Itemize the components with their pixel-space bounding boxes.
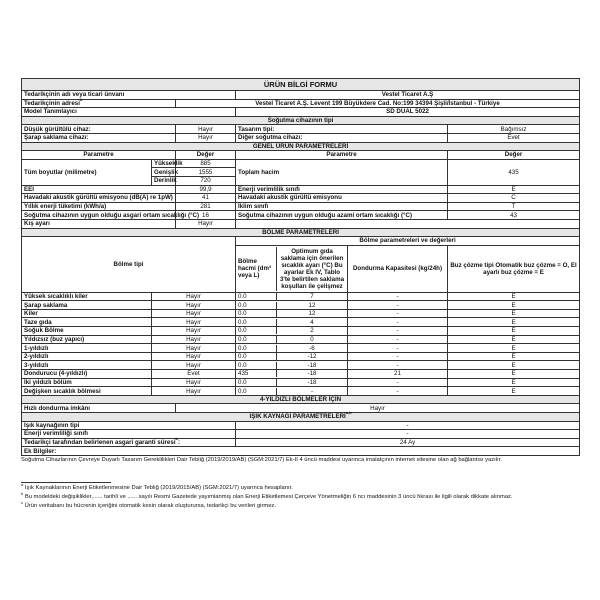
compartment-present: Hayır xyxy=(152,344,236,353)
other-appliance-label: Diğer soğutma cihazı: xyxy=(236,133,448,142)
annual-energy-value: 281 xyxy=(176,202,236,211)
table-row xyxy=(22,378,580,387)
compartment-volume: 0.0 xyxy=(236,379,277,386)
compartment-volume: 0.0 xyxy=(236,353,277,360)
compartment-present: Hayır xyxy=(152,301,236,310)
four-star-header: 4-YILDIZLI BÖLMELER İÇİN xyxy=(22,395,580,404)
compartment-freeze: - xyxy=(348,335,448,344)
height-label: Yükseklik xyxy=(152,159,176,168)
compartment-vol-temp-cell xyxy=(236,361,348,370)
table-row xyxy=(22,361,580,370)
compartment-vol-temp-cell xyxy=(236,370,348,379)
depth-label: Derinlik xyxy=(152,176,176,185)
compartment-freeze: - xyxy=(348,309,448,318)
compartment-freeze: - xyxy=(348,352,448,361)
supplier-name-label: Tedarikçinin adı veya ticari ünvanı xyxy=(22,91,236,100)
param-header-left: Parametre xyxy=(22,151,176,160)
table-row xyxy=(22,387,580,396)
compartment-freeze: - xyxy=(348,327,448,336)
winter-setting-value: Hayır xyxy=(176,219,236,228)
compartment-volume: 0.0 xyxy=(236,345,277,352)
compartment-temp: -18 xyxy=(307,370,317,378)
max-temp-value: 43 xyxy=(448,211,580,220)
wine-storage-label: Şarap saklama cihazı: xyxy=(22,133,176,142)
climate-class-label: İklim sınıfı xyxy=(236,202,448,211)
col-volume-header: Bölme hacmi (dm³ veya L) xyxy=(238,247,277,291)
compartment-name: Yüksek sıcaklıklı kiler xyxy=(22,292,152,301)
compartment-rows xyxy=(22,292,580,395)
compartment-defrost: E xyxy=(448,292,580,301)
compartment-defrost: E xyxy=(448,378,580,387)
wine-storage-value: Hayır xyxy=(176,133,236,142)
light-type-value: - xyxy=(236,421,580,430)
compartment-volume: 0.0 xyxy=(236,302,277,309)
warranty-label: Tedarikçi tarafından belirlenen asgari garanti süresi$^b$: xyxy=(22,438,236,447)
value-header-right: Değer xyxy=(448,151,580,160)
light-type-label: Işık kaynağının tipi xyxy=(22,421,236,430)
compartment-volume: 0.0 xyxy=(236,327,277,334)
param-header-right: Parametre xyxy=(236,151,448,160)
compartment-name: 1-yıldızlı xyxy=(22,344,152,353)
compartment-freeze: - xyxy=(348,318,448,327)
compartment-volume: 0.0 xyxy=(236,319,277,326)
annual-energy-label: Yıllık enerji tüketimi (kWh/a) xyxy=(22,202,176,211)
note-b: $^b$ Bu modeldeki değişiklikler,...... tarihli ve ...... sayılı Resmi Gazetede yayımlanmış olan Enerji Etiketlemesi Çerçeve Yönetmeliğin 6 ncı maddesinin 3 üncü fıkrası ile ilgili olarak dikkate alınmaz. xyxy=(21,491,513,500)
light-class-value: - xyxy=(236,430,580,439)
noise-value: 41 xyxy=(176,194,236,203)
compartment-defrost: E xyxy=(448,361,580,370)
dimensions-label: Tüm boyutlar (milimetre) xyxy=(22,159,152,185)
width-value: 1555 xyxy=(176,168,236,177)
compartment-temp: 12 xyxy=(308,310,316,318)
noise-class-label: Havadaki akustik gürültü emisyonu xyxy=(236,194,448,203)
compartment-temp: 7 xyxy=(310,292,314,300)
compartment-name: 3-yıldızlı xyxy=(22,361,152,370)
form-table xyxy=(21,78,580,456)
compartment-defrost: E xyxy=(448,352,580,361)
table-row xyxy=(22,309,580,318)
compartment-present: Hayır xyxy=(152,378,236,387)
energy-class-label: Enerji verimlilik sınıfı xyxy=(236,185,448,194)
compartment-defrost: E xyxy=(448,327,580,336)
col-headers-cell xyxy=(236,245,348,292)
min-temp-value: 16 xyxy=(176,211,236,220)
compartment-vol-temp-cell xyxy=(236,309,348,318)
compartment-present: Hayır xyxy=(152,309,236,318)
product-info-form xyxy=(21,78,579,456)
table-row xyxy=(22,352,580,361)
depth-value: 720 xyxy=(176,176,236,185)
compartment-freeze: 21 xyxy=(348,370,448,379)
compartment-temp: -18 xyxy=(307,361,317,369)
warranty-value: 24 Ay xyxy=(236,438,580,447)
compartment-name: Değişken sıcaklık bölmesi xyxy=(22,387,152,396)
design-type-label: Tasarım tipi: xyxy=(236,125,448,134)
compartment-temp: 0 xyxy=(310,335,314,343)
empty-cell xyxy=(236,219,580,228)
compartment-freeze: - xyxy=(348,361,448,370)
compartment-defrost: E xyxy=(448,335,580,344)
table-row xyxy=(22,301,580,310)
note-c: $^c$ Ürün veritabanı bu hücrenin içeriğini otomatik kesin olarak oluşturursa, tedarikçi bu verileri girmez. xyxy=(21,500,276,509)
compartment-vol-temp-cell xyxy=(236,335,348,344)
compartment-name: Soğuk Bölme xyxy=(22,327,152,336)
table-row xyxy=(22,292,580,301)
compartment-vol-temp-cell xyxy=(236,318,348,327)
compartment-vol-temp-cell xyxy=(236,352,348,361)
compartment-volume: 0.0 xyxy=(236,388,277,395)
width-label: Genişlik xyxy=(152,168,176,177)
model-value: SD DUAL 5022 xyxy=(236,108,580,117)
compartment-name: İki yıldızlı bölüm xyxy=(22,378,152,387)
total-volume-label: Toplam hacim xyxy=(236,159,448,185)
compartment-type-header: Bölme tipi xyxy=(22,237,236,293)
compartment-present: Evet xyxy=(152,370,236,379)
supplier-address-label: Tedarikçinin adresi$^b$ xyxy=(22,99,176,108)
table-row xyxy=(22,318,580,327)
other-appliance-value: Evet xyxy=(448,133,580,142)
compartment-defrost: E xyxy=(448,301,580,310)
compartment-volume: 0.0 xyxy=(236,293,277,300)
table-row xyxy=(22,335,580,344)
compartment-present: Hayır xyxy=(152,387,236,396)
compartment-vol-temp-cell xyxy=(236,292,348,301)
form-title: ÜRÜN BİLGİ FORMU xyxy=(22,79,580,91)
fast-freeze-value: Hayır xyxy=(176,404,580,413)
compartment-name: Kiler xyxy=(22,309,152,318)
note-a: $^a$ Işık Kaynaklarının Enerji Etiketlenmesine Dair Tebliğ (2019/2015/AB) (SGM:2021/7) uyarınca hesaplanır. xyxy=(21,482,293,491)
compartment-temp: 2 xyxy=(310,327,314,335)
light-source-header: IŞIK KAYNAĞI PARAMETRELERİ$^{a,b}$ xyxy=(22,413,580,422)
design-type-value: Bağımsız xyxy=(448,125,580,134)
compartment-defrost: E xyxy=(448,387,580,396)
compartment-present: Hayır xyxy=(152,318,236,327)
compartment-present: Hayır xyxy=(152,335,236,344)
noise-class-value: C xyxy=(448,194,580,203)
compartment-vol-temp-cell xyxy=(236,378,348,387)
supplier-address: Vestel Ticaret A.Ş. Levent 199 Büyükdere Cad. No:199 34394 Şişli/İstanbul - Türkiye xyxy=(176,99,580,108)
compartment-vol-temp-cell xyxy=(236,327,348,336)
compartment-temp: 4 xyxy=(310,318,314,326)
climate-class-value: T xyxy=(448,202,580,211)
col-temp-header: Optimum gıda saklama için önerilen sıcaklık ayarı (°C) Bu ayarlar Ek IV, Tablo 3'te belirtilen saklama koşulları ile çelişmez xyxy=(279,247,345,290)
compartment-vol-temp-cell xyxy=(236,387,348,396)
table-row xyxy=(22,370,580,379)
height-value: 885 xyxy=(176,159,236,168)
compartment-temp: -12 xyxy=(307,353,317,361)
compartment-name: Yıldızsız (buz yapıcı) xyxy=(22,335,152,344)
extra-info-label: Ek Bilgiler: xyxy=(22,447,580,456)
compartment-temp: -18 xyxy=(307,378,317,386)
compartment-name: 2-yıldızlı xyxy=(22,352,152,361)
general-params-header: GENEL ÜRÜN PARAMETRELERİ xyxy=(22,142,580,151)
compartment-defrost: E xyxy=(448,318,580,327)
compartment-defrost: E xyxy=(448,344,580,353)
compartment-defrost: E xyxy=(448,370,580,379)
winter-setting-label: Kış ayarı xyxy=(22,219,176,228)
col-freeze-header: Dondurma Kapasitesi (kg/24h) xyxy=(348,245,448,292)
compartment-temp: -6 xyxy=(309,344,315,352)
table-row xyxy=(22,327,580,336)
compartment-present: Hayır xyxy=(152,327,236,336)
compartment-volume: 0.0 xyxy=(236,336,277,343)
compartment-vol-temp-cell xyxy=(236,301,348,310)
compartment-freeze: - xyxy=(348,301,448,310)
compartment-present: Hayır xyxy=(152,361,236,370)
eei-value: 99,9 xyxy=(176,185,236,194)
compartment-volume: 0.0 xyxy=(236,362,277,369)
low-noise-value: Hayır xyxy=(176,125,236,134)
compartment-temp: - xyxy=(310,387,314,395)
col-defrost-header: Buz çözme tipi Otomatik buz çözme = O, El ayarlı buz çözme = E xyxy=(448,245,580,292)
total-volume-value: 435 xyxy=(448,159,580,185)
compartment-freeze: - xyxy=(348,344,448,353)
compartment-present: Hayır xyxy=(152,352,236,361)
eei-label: EEI xyxy=(22,185,176,194)
fast-freeze-label: Hızlı dondurma imkânı xyxy=(22,404,176,413)
compartment-name: Taze gıda xyxy=(22,318,152,327)
compartment-temp: 12 xyxy=(308,301,316,309)
value-header-left: Değer xyxy=(176,151,236,160)
compartment-volume: 0.0 xyxy=(236,310,277,317)
min-temp-label: Soğutma cihazının uygun olduğu asgari ortam sıcaklığı (°C) xyxy=(22,211,176,220)
max-temp-label: Soğutma cihazının uygun olduğu azami ortam sıcaklığı (°C) xyxy=(236,211,448,220)
notes-divider xyxy=(21,482,111,483)
compartment-defrost: E xyxy=(448,309,580,318)
compartment-present: Hayır xyxy=(152,292,236,301)
compartment-name: Dondurucu (4-yıldızlı) xyxy=(22,370,152,379)
compartment-freeze: - xyxy=(348,387,448,396)
model-label: Model Tanımlayıcı xyxy=(22,108,236,117)
appliance-type-header: Soğutma cihazının tipi xyxy=(22,116,580,125)
compartment-subheader: Bölme parametreleri ve değerleri xyxy=(236,237,580,246)
compartment-freeze: - xyxy=(348,292,448,301)
noise-label: Havadaki akustik gürültü emisyonu (dB(A) re 1pW) xyxy=(22,194,176,203)
low-noise-label: Düşük gürültülü cihaz: xyxy=(22,125,176,134)
footer-text: Soğutma Cihazlarının Çevreye Duyarlı Tasarım Gereklilikleri Dair Tebliğ (2019/2019/AB) (SGM:2021/7) Ek-II 4 üncü maddesi uyarınca imalatçının internet sitesine olan ağ bağlantısı yazılır. xyxy=(21,457,502,463)
compartment-volume: 435 xyxy=(236,370,277,377)
compartment-name: Şarap saklama xyxy=(22,301,152,310)
compartment-params-header: BÖLME PARAMETRELERİ xyxy=(22,228,580,237)
energy-class-value: E xyxy=(448,185,580,194)
light-class-label: Enerji verimliliği sınıfı xyxy=(22,430,236,439)
compartment-vol-temp-cell xyxy=(236,344,348,353)
table-row xyxy=(22,344,580,353)
supplier-name: Vestel Ticaret A.Ş xyxy=(236,91,580,100)
compartment-freeze: - xyxy=(348,378,448,387)
